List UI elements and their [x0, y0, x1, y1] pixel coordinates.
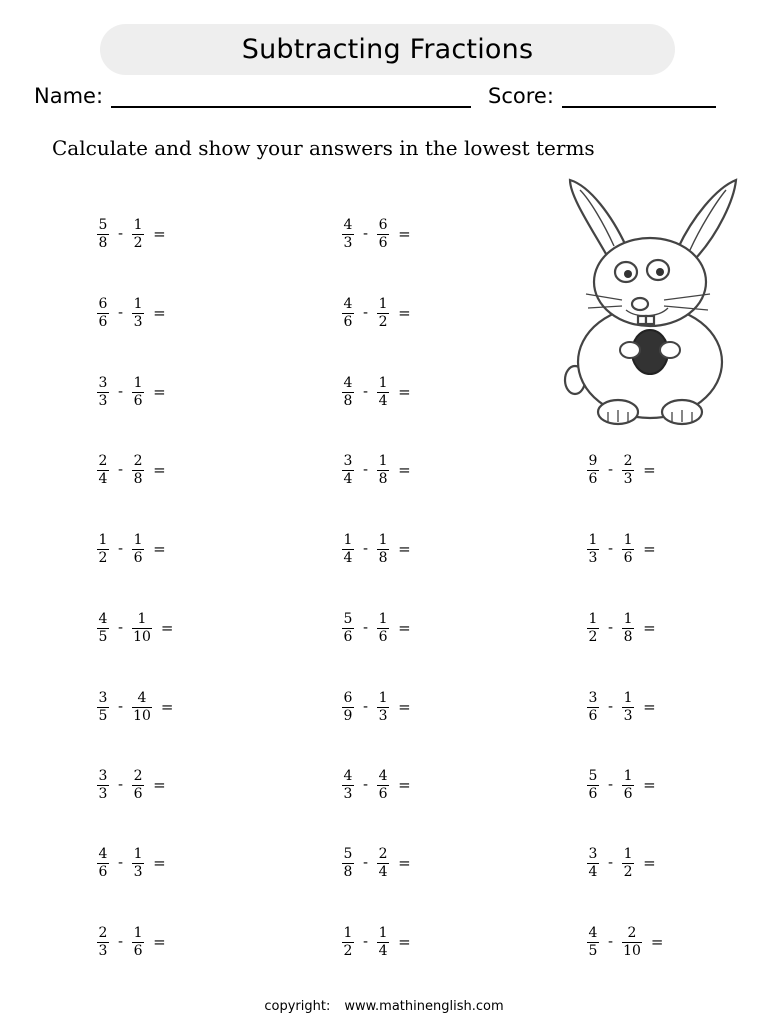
numerator: 4: [343, 295, 353, 312]
denominator: 6: [378, 628, 388, 645]
numerator: 4: [137, 689, 147, 706]
problem-item: [342, 214, 411, 254]
minus-sign: -: [118, 384, 124, 400]
equals-sign: =: [643, 540, 656, 558]
denominator: 8: [378, 549, 388, 566]
numerator: 2: [378, 845, 388, 862]
fraction-b: [377, 612, 389, 645]
equals-sign: =: [153, 461, 166, 479]
numerator: 1: [133, 531, 143, 548]
minus-sign: -: [118, 620, 124, 636]
fraction-a: [97, 769, 109, 802]
fraction-b: [132, 533, 144, 566]
name-line[interactable]: [111, 84, 471, 108]
fraction-a: [587, 847, 599, 880]
denominator: 6: [133, 392, 143, 409]
numerator: 1: [378, 689, 388, 706]
denominator: 6: [133, 942, 143, 959]
fraction-a: [342, 297, 354, 330]
equals-sign: =: [398, 540, 411, 558]
minus-sign: -: [118, 541, 124, 557]
numerator: 1: [133, 216, 143, 233]
fraction-b: [377, 926, 389, 959]
equals-sign: =: [153, 854, 166, 872]
problem-item: [342, 372, 411, 412]
score-field[interactable]: [488, 84, 716, 108]
numerator: 1: [343, 924, 353, 941]
problem-item: [342, 608, 411, 648]
equals-sign: =: [643, 461, 656, 479]
numerator: 1: [588, 531, 598, 548]
denominator: 3: [588, 549, 598, 566]
numerator: 1: [343, 531, 353, 548]
fraction-b: [377, 297, 389, 330]
minus-sign: -: [363, 620, 369, 636]
fraction-a: [587, 533, 599, 566]
fraction-b: [132, 297, 144, 330]
problem-item: [97, 687, 173, 727]
fraction-a: [342, 376, 354, 409]
denominator: 8: [98, 234, 108, 251]
problem-item: [97, 214, 166, 254]
numerator: 1: [98, 531, 108, 548]
numerator: 4: [343, 767, 353, 784]
numerator: 1: [623, 767, 633, 784]
fraction-a: [342, 691, 354, 724]
denominator: 2: [133, 234, 143, 251]
numerator: 2: [627, 924, 637, 941]
numerator: 1: [378, 610, 388, 627]
denominator: 8: [378, 470, 388, 487]
fraction-b: [377, 454, 389, 487]
equals-sign: =: [398, 461, 411, 479]
numerator: 3: [98, 767, 108, 784]
minus-sign: -: [363, 462, 369, 478]
denominator: 10: [133, 707, 151, 724]
problem-item: [97, 293, 166, 333]
denominator: 6: [623, 785, 633, 802]
denominator: 3: [133, 863, 143, 880]
problem-item: [97, 529, 166, 569]
fraction-b: [377, 533, 389, 566]
equals-sign: =: [153, 540, 166, 558]
minus-sign: -: [608, 620, 614, 636]
denominator: 4: [98, 470, 108, 487]
denominator: 6: [343, 313, 353, 330]
fraction-b: [622, 533, 634, 566]
minus-sign: -: [363, 384, 369, 400]
minus-sign: -: [608, 934, 614, 950]
name-label: Name:: [34, 84, 104, 108]
numerator: 4: [98, 845, 108, 862]
denominator: 6: [98, 313, 108, 330]
minus-sign: -: [118, 305, 124, 321]
denominator: 3: [623, 707, 633, 724]
numerator: 5: [98, 216, 108, 233]
equals-sign: =: [398, 698, 411, 716]
fraction-a: [342, 533, 354, 566]
numerator: 6: [98, 295, 108, 312]
fraction-a: [97, 926, 109, 959]
equals-sign: =: [398, 933, 411, 951]
equals-sign: =: [153, 304, 166, 322]
problem-item: [342, 293, 411, 333]
numerator: 1: [378, 295, 388, 312]
denominator: 3: [623, 470, 633, 487]
denominator: 6: [378, 234, 388, 251]
fraction-b: [132, 926, 144, 959]
numerator: 1: [378, 924, 388, 941]
fraction-b: [132, 769, 144, 802]
denominator: 6: [378, 785, 388, 802]
denominator: 5: [98, 628, 108, 645]
fraction-b: [132, 376, 144, 409]
fraction-a: [587, 454, 599, 487]
numerator: 3: [98, 374, 108, 391]
denominator: 2: [378, 313, 388, 330]
minus-sign: -: [118, 699, 124, 715]
minus-sign: -: [118, 226, 124, 242]
equals-sign: =: [398, 304, 411, 322]
fraction-a: [342, 847, 354, 880]
denominator: 3: [343, 234, 353, 251]
denominator: 3: [133, 313, 143, 330]
problem-item: [342, 843, 411, 883]
numerator: 1: [137, 610, 147, 627]
denominator: 4: [588, 863, 598, 880]
denominator: 2: [623, 863, 633, 880]
numerator: 1: [623, 845, 633, 862]
minus-sign: -: [363, 541, 369, 557]
denominator: 3: [98, 392, 108, 409]
numerator: 1: [623, 531, 633, 548]
denominator: 8: [343, 392, 353, 409]
denominator: 10: [623, 942, 641, 959]
numerator: 4: [343, 374, 353, 391]
fraction-a: [97, 218, 109, 251]
numerator: 5: [343, 845, 353, 862]
denominator: 8: [343, 863, 353, 880]
fraction-a: [587, 612, 599, 645]
numerator: 1: [623, 689, 633, 706]
numerator: 6: [378, 216, 388, 233]
fraction-b: [622, 612, 634, 645]
fraction-b: [132, 612, 152, 645]
equals-sign: =: [153, 225, 166, 243]
copyright-line: [0, 999, 768, 1014]
fraction-a: [587, 926, 599, 959]
equals-sign: =: [643, 776, 656, 794]
denominator: 3: [98, 785, 108, 802]
minus-sign: -: [363, 699, 369, 715]
fraction-a: [342, 454, 354, 487]
worksheet-title: Subtracting Fractions: [100, 24, 675, 75]
fraction-b: [377, 847, 389, 880]
minus-sign: -: [118, 855, 124, 871]
numerator: 1: [378, 452, 388, 469]
instruction-text: Calculate and show your answers in the lowest terms: [52, 136, 595, 160]
minus-sign: -: [363, 855, 369, 871]
minus-sign: -: [608, 699, 614, 715]
fraction-b: [622, 847, 634, 880]
denominator: 2: [588, 628, 598, 645]
denominator: 3: [343, 785, 353, 802]
denominator: 5: [98, 707, 108, 724]
denominator: 8: [623, 628, 633, 645]
denominator: 9: [343, 707, 353, 724]
fraction-a: [97, 612, 109, 645]
problem-item: [587, 529, 656, 569]
problem-item: [97, 372, 166, 412]
numerator: 6: [343, 689, 353, 706]
numerator: 1: [378, 374, 388, 391]
numerator: 1: [588, 610, 598, 627]
fraction-b: [622, 769, 634, 802]
numerator: 3: [588, 845, 598, 862]
problem-item: [587, 450, 656, 490]
numerator: 3: [98, 689, 108, 706]
fraction-a: [97, 454, 109, 487]
header-fields: [34, 84, 734, 116]
fraction-a: [97, 376, 109, 409]
numerator: 2: [98, 924, 108, 941]
denominator: 6: [588, 785, 598, 802]
fraction-a: [97, 691, 109, 724]
denominator: 6: [133, 785, 143, 802]
equals-sign: =: [160, 619, 174, 637]
equals-sign: =: [643, 854, 656, 872]
numerator: 4: [98, 610, 108, 627]
minus-sign: -: [608, 777, 614, 793]
numerator: 1: [133, 924, 143, 941]
problem-item: [97, 450, 166, 490]
equals-sign: =: [398, 383, 411, 401]
problem-item: [97, 765, 166, 805]
copyright-label: copyright:: [264, 999, 331, 1014]
numerator: 9: [588, 452, 598, 469]
denominator: 6: [343, 628, 353, 645]
equals-sign: =: [153, 933, 166, 951]
problem-item: [587, 765, 656, 805]
denominator: 6: [133, 549, 143, 566]
numerator: 2: [133, 452, 143, 469]
minus-sign: -: [608, 855, 614, 871]
denominator: 6: [588, 707, 598, 724]
fraction-a: [97, 847, 109, 880]
fraction-a: [342, 612, 354, 645]
problem-item: [97, 608, 173, 648]
numerator: 1: [133, 374, 143, 391]
numerator: 2: [133, 767, 143, 784]
numerator: 5: [343, 610, 353, 627]
fraction-b: [377, 376, 389, 409]
denominator: 6: [98, 863, 108, 880]
score-line[interactable]: [562, 84, 716, 108]
denominator: 4: [343, 470, 353, 487]
equals-sign: =: [153, 383, 166, 401]
numerator: 2: [623, 452, 633, 469]
fraction-a: [587, 769, 599, 802]
fraction-b: [132, 691, 152, 724]
copyright-site[interactable]: www.mathinenglish.com: [344, 999, 504, 1014]
denominator: 2: [343, 942, 353, 959]
minus-sign: -: [363, 226, 369, 242]
score-label: Score:: [488, 84, 554, 108]
equals-sign: =: [643, 619, 656, 637]
fraction-a: [342, 218, 354, 251]
name-field[interactable]: [34, 84, 471, 108]
problem-item: [97, 922, 166, 962]
bunny-illustration: [560, 176, 740, 428]
equals-sign: =: [643, 698, 656, 716]
denominator: 4: [378, 392, 388, 409]
minus-sign: -: [363, 777, 369, 793]
fraction-b: [622, 454, 634, 487]
fraction-a: [97, 297, 109, 330]
problem-item: [342, 765, 411, 805]
fraction-b: [622, 926, 642, 959]
fraction-b: [622, 691, 634, 724]
numerator: 4: [343, 216, 353, 233]
equals-sign: =: [160, 698, 174, 716]
fraction-b: [377, 769, 389, 802]
problem-item: [342, 529, 411, 569]
equals-sign: =: [398, 854, 411, 872]
problem-item: [587, 608, 656, 648]
numerator: 1: [378, 531, 388, 548]
denominator: 4: [343, 549, 353, 566]
problem-item: [587, 687, 656, 727]
problem-item: [97, 843, 166, 883]
minus-sign: -: [118, 462, 124, 478]
fraction-a: [342, 926, 354, 959]
minus-sign: -: [608, 462, 614, 478]
fraction-b: [377, 218, 389, 251]
fraction-b: [377, 691, 389, 724]
fraction-a: [342, 769, 354, 802]
minus-sign: -: [118, 934, 124, 950]
numerator: 1: [133, 295, 143, 312]
equals-sign: =: [650, 933, 664, 951]
denominator: 6: [623, 549, 633, 566]
minus-sign: -: [608, 541, 614, 557]
numerator: 1: [623, 610, 633, 627]
fraction-b: [132, 454, 144, 487]
denominator: 10: [133, 628, 151, 645]
denominator: 8: [133, 470, 143, 487]
numerator: 1: [133, 845, 143, 862]
denominator: 4: [378, 942, 388, 959]
fraction-a: [587, 691, 599, 724]
denominator: 3: [378, 707, 388, 724]
problem-item: [342, 450, 411, 490]
fraction-a: [97, 533, 109, 566]
denominator: 4: [378, 863, 388, 880]
equals-sign: =: [398, 776, 411, 794]
problem-item: [342, 922, 411, 962]
equals-sign: =: [398, 619, 411, 637]
fraction-b: [132, 847, 144, 880]
denominator: 6: [588, 470, 598, 487]
denominator: 3: [98, 942, 108, 959]
minus-sign: -: [118, 777, 124, 793]
numerator: 5: [588, 767, 598, 784]
numerator: 3: [343, 452, 353, 469]
problem-item: [587, 843, 656, 883]
equals-sign: =: [153, 776, 166, 794]
minus-sign: -: [363, 934, 369, 950]
numerator: 2: [98, 452, 108, 469]
equals-sign: =: [398, 225, 411, 243]
numerator: 4: [378, 767, 388, 784]
numerator: 3: [588, 689, 598, 706]
denominator: 2: [98, 549, 108, 566]
numerator: 4: [588, 924, 598, 941]
minus-sign: -: [363, 305, 369, 321]
problem-item: [342, 687, 411, 727]
fraction-b: [132, 218, 144, 251]
problem-item: [587, 922, 663, 962]
denominator: 5: [588, 942, 598, 959]
